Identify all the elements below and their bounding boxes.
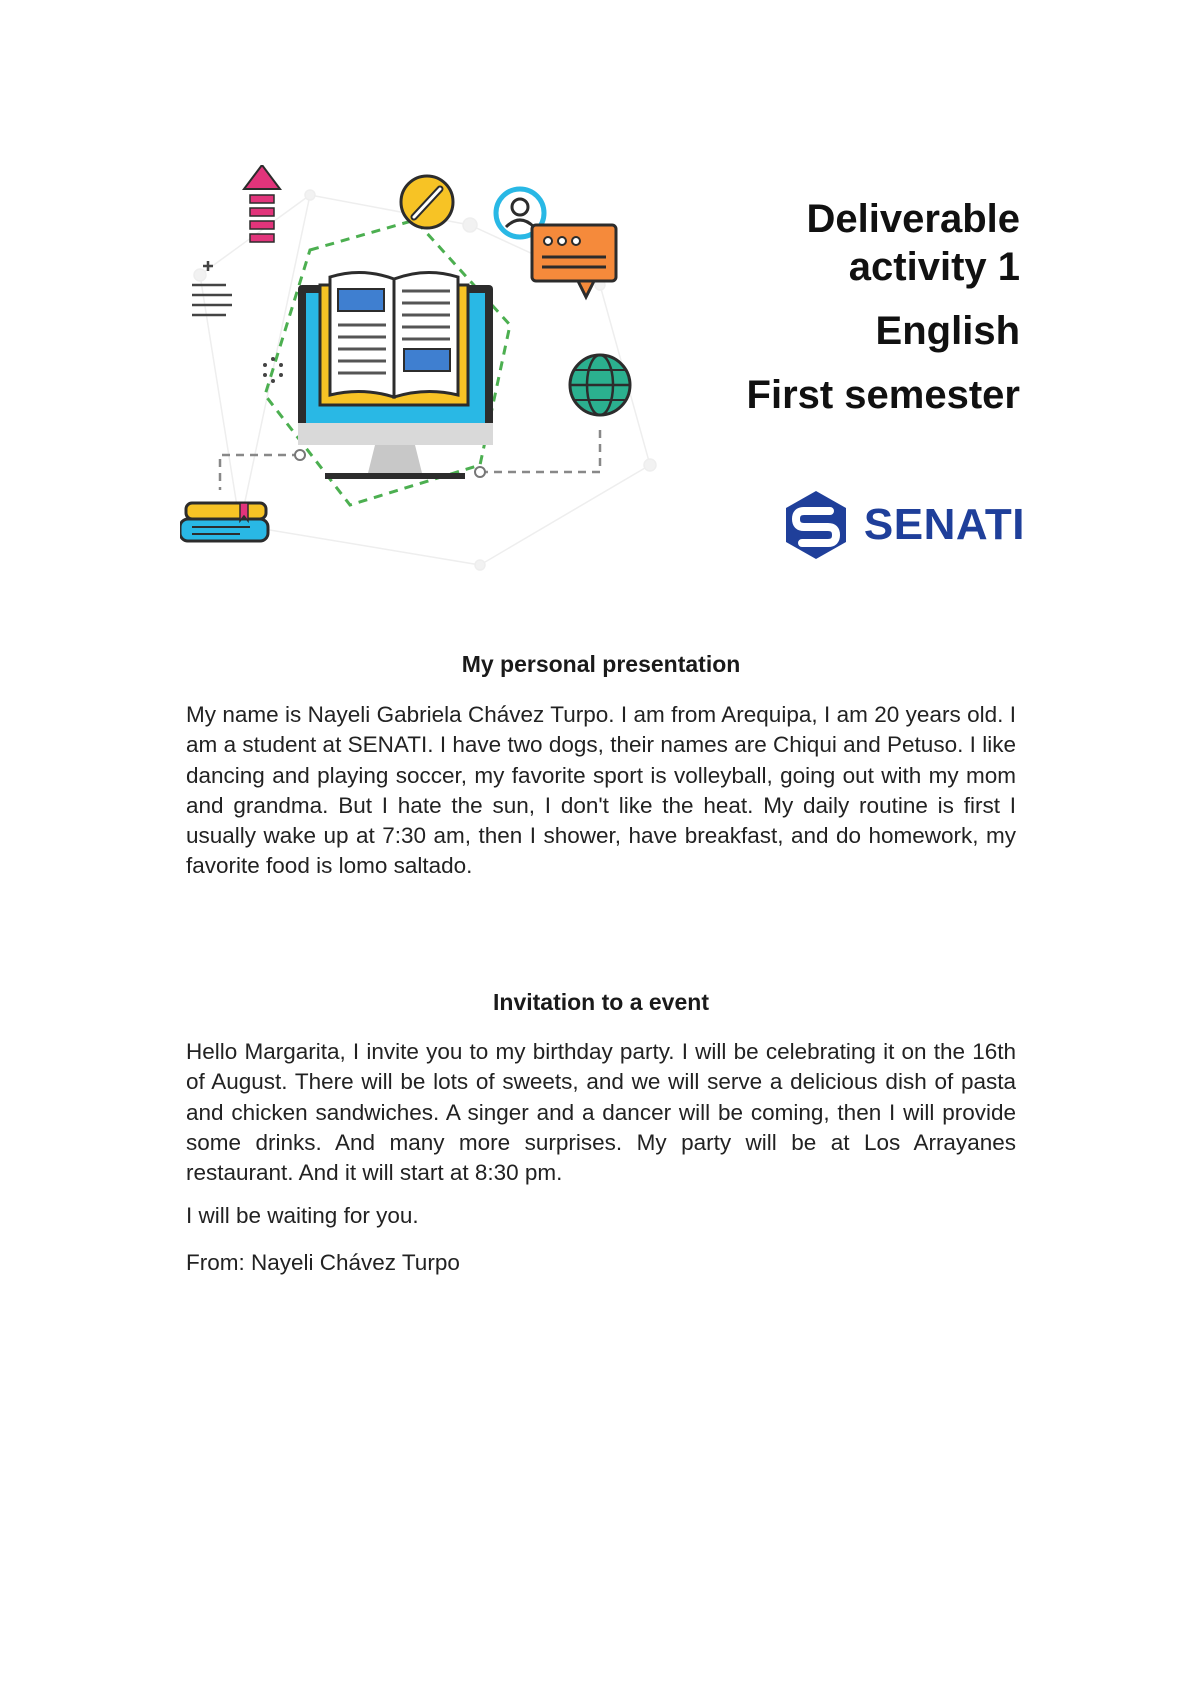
invitation-paragraph: Hello Margarita, I invite you to my birthday party. I will be celebrating it on the 16th of August. There will be lots of sweets, and we will serve a delicious dish of pasta and chicken sandwiches. A singer and a dancer will be coming, then I will provide some drinks. And many more surprises. My party will be at Los Arrayanes restaurant. And it will start at 8:30 pm. bbox=[186, 1039, 1016, 1186]
education-illustration bbox=[180, 165, 680, 585]
cover-semester: First semester bbox=[746, 373, 1020, 417]
invitation-signature: From: Nayeli Chávez Turpo bbox=[186, 1250, 460, 1275]
senati-logo bbox=[780, 485, 1025, 565]
cover-title-block bbox=[747, 195, 1020, 419]
globe-icon bbox=[570, 355, 630, 415]
cover-banner bbox=[180, 165, 1025, 585]
cover-title-line1: Deliverable bbox=[806, 197, 1020, 241]
cover-subject: English bbox=[875, 309, 1020, 353]
senati-logo-mark-icon bbox=[780, 489, 852, 561]
invitation-heading: Invitation to a event bbox=[493, 989, 709, 1015]
presentation-paragraph: My name is Nayeli Gabriela Chávez Turpo. I am from Arequipa, I am 20 years old. I am a student at SENATI. I have two dogs, their names are Chiqui and Petuso. I like dancing and playing soccer, my favorite sport is volleyball, going out with my mom and grandma. But I hate the sun, I don't like the heat. My daily routine is first I usually wake up at 7:30 am, then I shower, have breakfast, and do homework, my favorite food is lomo saltado. bbox=[186, 702, 1016, 879]
book-icon bbox=[320, 272, 468, 405]
stacked-books-icon bbox=[180, 503, 268, 541]
cover-title-line2: activity 1 bbox=[848, 245, 1020, 289]
pencil-icon bbox=[401, 176, 453, 228]
presentation-heading: My personal presentation bbox=[461, 651, 741, 677]
senati-logo-text: SENATI bbox=[863, 500, 1025, 549]
invitation-closing: I will be waiting for you. bbox=[186, 1203, 419, 1228]
